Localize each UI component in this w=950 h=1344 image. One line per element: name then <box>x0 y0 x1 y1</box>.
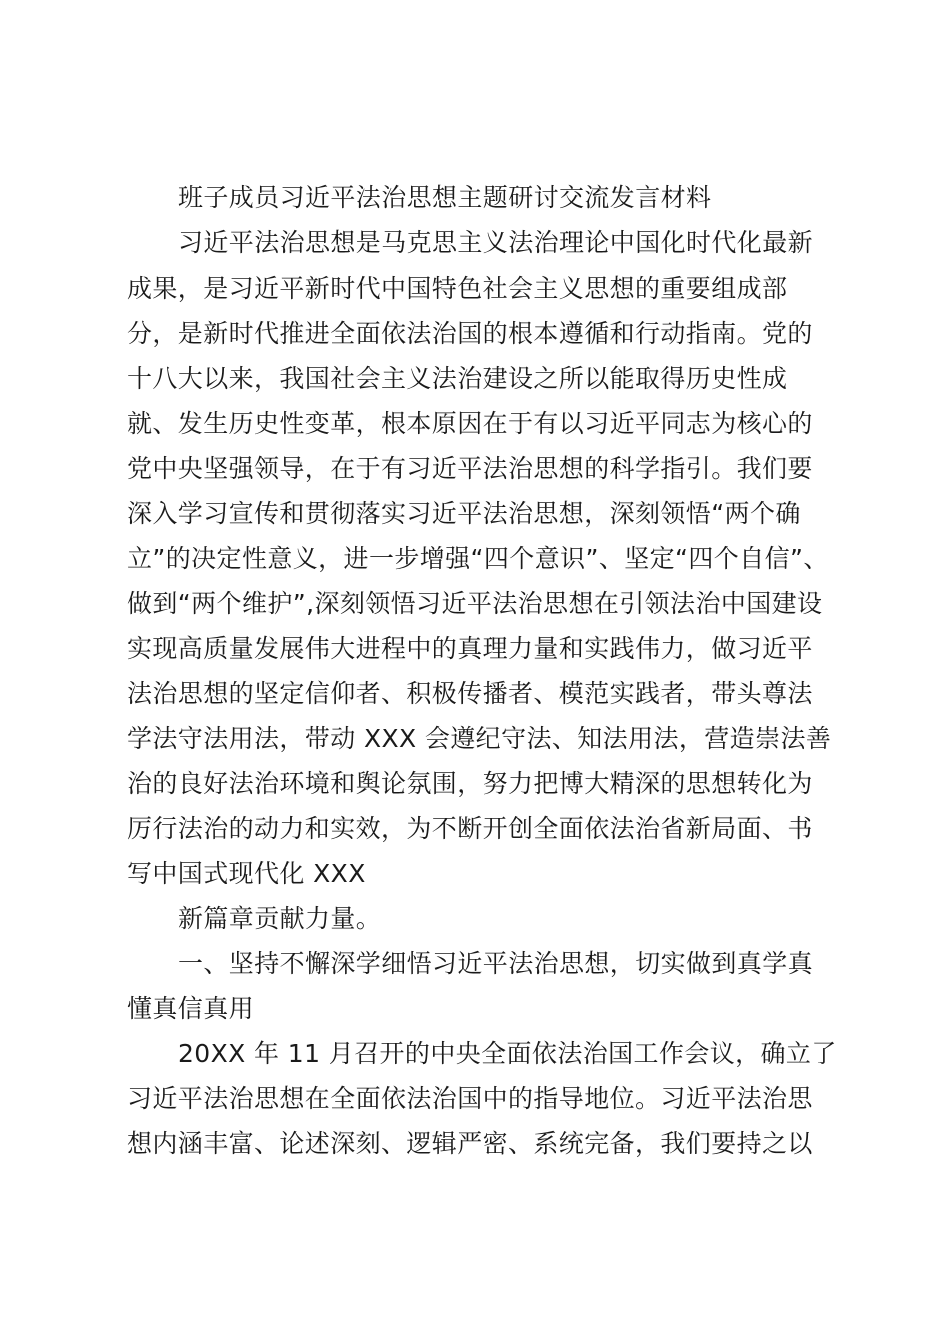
section-heading: 一、坚持不懈深学细悟习近平法治思想，切实做到真学真 <box>178 949 814 978</box>
paragraph-line: 党中央坚强领导，在于有习近平法治思想的科学指引。我们要 <box>127 454 813 483</box>
paragraph-line: 习近平法治思想是马克思主义法治理论中国化时代化最新 <box>178 228 814 257</box>
document-title: 班子成员习近平法治思想主题研讨交流发言材料 <box>178 183 712 212</box>
paragraph-line: 法治思想的坚定信仰者、积极传播者、模范实践者，带头尊法 <box>127 679 813 708</box>
paragraph-line: 实现高质量发展伟大进程中的真理力量和实践伟力，做习近平 <box>127 634 813 663</box>
paragraph-line: 就、发生历史性变革，根本原因在于有以习近平同志为核心的 <box>127 409 813 438</box>
paragraph-line: 分，是新时代推进全面依法治国的根本遵循和行动指南。党的 <box>127 319 813 348</box>
paragraph-line: 立”的决定性意义，进一步增强“四个意识”、坚定“四个自信”、 <box>127 544 829 573</box>
paragraph-line: 新篇章贡献力量。 <box>178 904 382 933</box>
paragraph-line: 做到“两个维护”,深刻领悟习近平法治思想在引领法治中国建设 <box>127 589 823 618</box>
paragraph-line: 想内涵丰富、论述深刻、逻辑严密、系统完备，我们要持之以 <box>127 1129 813 1158</box>
section-heading: 懂真信真用 <box>127 994 255 1023</box>
paragraph-line: 十八大以来，我国社会主义法治建设之所以能取得历史性成 <box>127 364 788 393</box>
paragraph-line: 成果，是习近平新时代中国特色社会主义思想的重要组成部 <box>127 274 788 303</box>
paragraph-line: 深入学习宣传和贯彻落实习近平法治思想，深刻领悟“两个确 <box>127 499 801 528</box>
paragraph-line: 学法守法用法，带动 XXX 会遵纪守法、知法用法，营造崇法善 <box>127 724 832 753</box>
paragraph-line: 20XX 年 11 月召开的中央全面依法治国工作会议，确立了 <box>178 1039 837 1068</box>
paragraph-line: 习近平法治思想在全面依法治国中的指导地位。习近平法治思 <box>127 1084 813 1113</box>
paragraph-line: 写中国式现代化 XXX <box>127 859 366 888</box>
paragraph-line: 厉行法治的动力和实效，为不断开创全面依法治省新局面、书 <box>127 814 813 843</box>
paragraph-line: 治的良好法治环境和舆论氛围，努力把博大精深的思想转化为 <box>127 769 813 798</box>
